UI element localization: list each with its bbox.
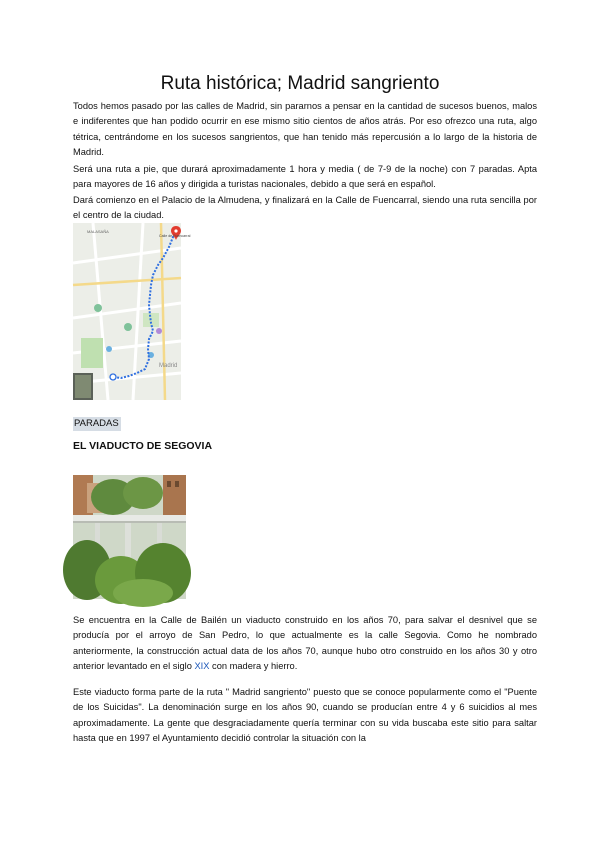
map-label-top-left: MALASAÑA (87, 229, 109, 234)
intro-paragraph-1: Todos hemos pasado por las calles de Madrid, sin pararnos a pensar en la cantidad de sucesos buenos, malos e indiferentes que han podido ocurrir en ese mismo sitio cientos de años atrás. Por eso ofrezco una ruta, algo tétrica, centrándome en los sucesos sangrientos, que han tenido más repercusión a lo largo de la historia de Madrid. (73, 101, 537, 157)
stop-1-paragraph-1-text-b: con madera y hierro. (209, 660, 298, 671)
route-map-image (73, 223, 191, 400)
document-title: Ruta histórica; Madrid sangriento (160, 73, 440, 94)
intro-paragraph-2: Será una ruta a pie, que durará aproximadamente 1 hora y media ( de 7-9 de la noche) con 7 paradas. Apta para mayores de 16 años y dirigida a turistas nacionales, debido a que será en español. (73, 164, 537, 190)
stop-1-heading: EL VIADUCTO DE SEGOVIA (73, 440, 213, 452)
stop-1-paragraph-2: Este viaducto forma parte de la ruta " Madrid sangriento" puesto que se conoce popularmente como el "Puente de los Suicidas". La denominación surge en los años 90, cuando se producían entre 4 y 6 suicidios al mes aproximadamente. La gente que desgraciadamente quería terminar con su vida buscaba este sitio para saltar hasta que en 1997 el Ayuntamiento decidió controlar la situación con la (73, 687, 537, 743)
intro-paragraph-3: Dará comienzo en el Palacio de la Almudena, y finalizará en la Calle de Fuencarral, siendo una ruta sencilla por el centro de la ciudad. (73, 195, 537, 221)
stop-1-paragraph-1 (73, 613, 537, 674)
map-label-city: Madrid (159, 363, 178, 369)
stop-1-xix-link[interactable]: XIX (194, 660, 210, 671)
section-label-paradas: PARADAS (74, 418, 119, 429)
viaduct-photo-image (73, 475, 186, 599)
stop-1-paragraph-1-text-a: Se encuentra en la Calle de Bailén un viaducto construido en los años 70, para salvar el desnivel que se producía por el arroyo de San Pedro, lo que actualmente es la calle Segovia. Como he nombrado anteriormente, la construcción actual data de los años 70, aunque hubo otro construido en los años 30 y otro anterior levantado en el siglo (73, 615, 537, 671)
map-label-destination: Calle de Fuencarral (159, 234, 191, 238)
